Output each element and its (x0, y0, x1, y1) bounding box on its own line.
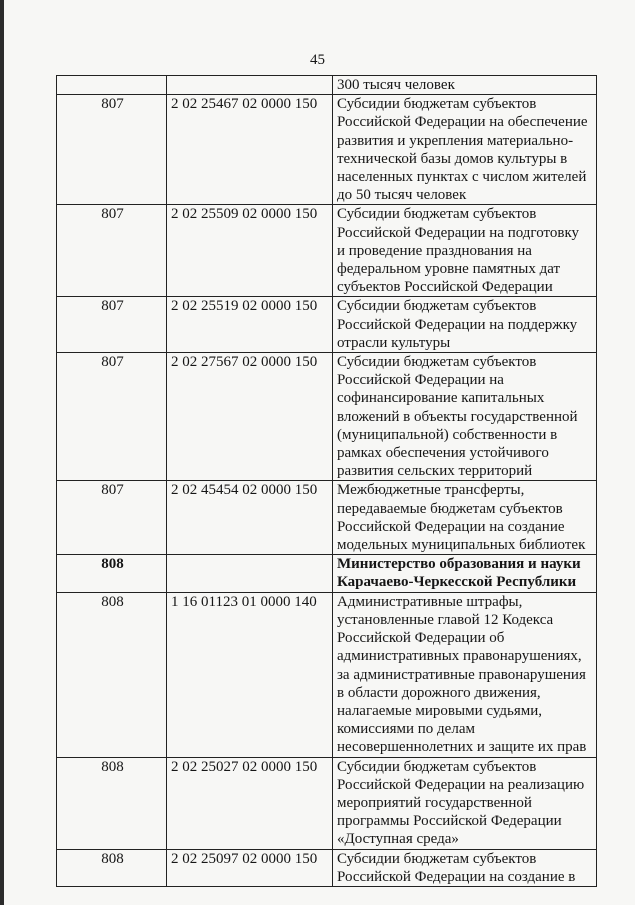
description-line: федеральном уровне памятных дат (337, 261, 561, 278)
description-line: Российской Федерации на поддержку (337, 316, 578, 333)
description-cell (333, 757, 597, 849)
admin-code-cell: 807 (57, 353, 167, 481)
description-cell (333, 481, 597, 555)
description-line: и проведение празднования на (337, 242, 532, 259)
description-line: «Доступная среда» (337, 831, 459, 848)
description-line: Российской Федерации на подготовку (337, 224, 580, 241)
description-line: Субсидии бюджетам субъектов (337, 758, 537, 775)
description-line: передаваемые бюджетам субъектов (337, 500, 563, 517)
description-line: Субсидии бюджетам субъектов (337, 354, 537, 371)
classification-code-cell: 1 16 01123 01 0000 140 (167, 592, 333, 757)
table-body (57, 76, 597, 887)
classification-code-cell: 2 02 25027 02 0000 150 (167, 757, 333, 849)
description-line: Министерство образования и науки (337, 556, 581, 573)
admin-code-cell: 807 (57, 205, 167, 297)
page-number: 45 (310, 52, 325, 68)
description-line: установленные главой 12 Кодекса (337, 611, 554, 628)
description-line: Российской Федерации об (337, 630, 505, 647)
description-line: налагаемые мировыми судьями, (337, 702, 543, 719)
description-cell (333, 76, 597, 95)
description-line: развития сельских территорий (337, 463, 533, 480)
table-row (57, 297, 597, 353)
description-line: Карачаево-Черкесской Республики (337, 574, 577, 591)
description-line: до 50 тысяч человек (337, 187, 467, 204)
description-line: рамках обеспечения устойчивого (337, 445, 549, 462)
description-cell (333, 297, 597, 353)
description-line: Субсидии бюджетам субъектов (337, 206, 537, 223)
description-line: (муниципальной) собственности в (337, 426, 558, 443)
table-row (57, 95, 597, 205)
classification-code-cell: 2 02 25467 02 0000 150 (167, 95, 333, 205)
description-line: модельных муниципальных библиотек (337, 537, 586, 554)
description-line: Межбюджетные трансферты, (337, 482, 525, 499)
description-line: мероприятий государственной (337, 794, 532, 811)
admin-code-cell: 807 (57, 481, 167, 555)
budget-classification-table (56, 75, 597, 887)
table-row (57, 481, 597, 555)
description-line: развития и укрепления материально- (337, 132, 574, 149)
description-line: административных правонарушениях, (337, 648, 582, 665)
table-row (57, 353, 597, 481)
description-line: отрасли культуры (337, 334, 451, 351)
description-line: субъектов Российской Федерации (337, 279, 553, 296)
description-line: Российской Федерации на обеспечение (337, 114, 588, 131)
classification-code-cell: 2 02 25097 02 0000 150 (167, 849, 333, 886)
description-cell (333, 592, 597, 757)
description-line: Субсидии бюджетам субъектов (337, 850, 537, 867)
admin-code-cell: 807 (57, 95, 167, 205)
admin-code-cell: 808 (57, 757, 167, 849)
description-line: Субсидии бюджетам субъектов (337, 298, 537, 315)
description-line: 300 тысяч человек (337, 77, 455, 93)
table-row (57, 849, 597, 886)
classification-code-cell: 2 02 27567 02 0000 150 (167, 353, 333, 481)
description-cell (333, 849, 597, 886)
classification-code-cell (167, 555, 333, 592)
table-row (57, 555, 597, 592)
description-line: Административные штрафы, (337, 593, 523, 610)
description-cell (333, 555, 597, 592)
description-line: Субсидии бюджетам субъектов (337, 96, 537, 113)
description-line: софинансирование капитальных (337, 390, 545, 407)
admin-code-cell: 808 (57, 555, 167, 592)
description-line: за административные правонарушения (337, 666, 586, 683)
table-row (57, 205, 597, 297)
scan-edge (0, 0, 4, 905)
description-line: Российской Федерации на реализацию (337, 776, 585, 793)
description-line: Российской Федерации на создание (337, 518, 565, 535)
description-line: в области дорожного движения, (337, 684, 541, 701)
admin-code-cell: 808 (57, 592, 167, 757)
description-line: Российской Федерации на (337, 372, 504, 389)
table-row (57, 757, 597, 849)
table-row (57, 76, 597, 95)
description-line: программы Российской Федерации (337, 813, 562, 830)
classification-code-cell: 2 02 45454 02 0000 150 (167, 481, 333, 555)
description-cell (333, 205, 597, 297)
classification-code-cell: 2 02 25509 02 0000 150 (167, 205, 333, 297)
description-line: комиссиями по делам (337, 721, 475, 738)
description-cell (333, 353, 597, 481)
admin-code-cell: 808 (57, 849, 167, 886)
description-line: несовершеннолетних и защите их прав (337, 739, 587, 756)
description-cell (333, 95, 597, 205)
description-line: Российской Федерации на создание в (337, 868, 576, 885)
description-line: населенных пунктах с числом жителей (337, 169, 587, 186)
description-line: вложений в объекты государственной (337, 408, 578, 425)
description-line: технической базы домов культуры в (337, 150, 568, 167)
table-row (57, 592, 597, 757)
admin-code-cell (57, 76, 167, 95)
admin-code-cell: 807 (57, 297, 167, 353)
classification-code-cell: 2 02 25519 02 0000 150 (167, 297, 333, 353)
classification-code-cell (167, 76, 333, 95)
